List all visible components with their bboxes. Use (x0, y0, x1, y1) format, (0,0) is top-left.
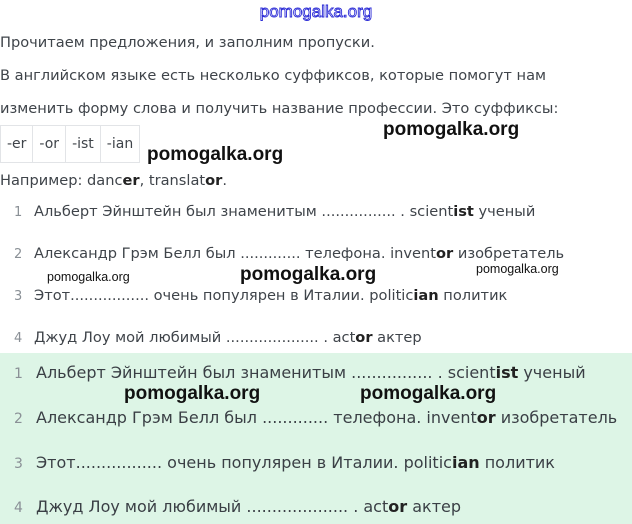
item-translation: изобретатель (453, 245, 565, 262)
list-item (14, 203, 535, 220)
answer-item (14, 408, 617, 427)
item-suffix: or (436, 245, 454, 262)
example-line (0, 172, 227, 189)
item-text: Джуд Лоу мой любимый .................... . act (34, 329, 356, 346)
item-text: Альберт Эйнштейн был знаменитым ................ . scient (36, 363, 496, 382)
item-translation: ученый (473, 203, 536, 220)
item-text: Александр Грэм Белл был ............. телефона. invent (36, 408, 477, 427)
watermark-text: pomogalka.org (360, 383, 497, 404)
example-mid: , translat (139, 172, 206, 189)
item-text: Этот................. очень популярен в Италии. politic (34, 287, 414, 304)
item-translation: изобретатель (495, 408, 618, 427)
answer-item (14, 453, 555, 472)
site-watermark: pomogalka.org (259, 2, 373, 21)
item-number: 1 (14, 205, 23, 220)
watermark-text: pomogalka.org (476, 262, 559, 276)
item-number: 1 (14, 366, 23, 382)
watermark-text: pomogalka.org (240, 264, 377, 285)
item-translation: политик (438, 287, 508, 304)
item-text: Альберт Эйнштейн был знаменитым ................ . scient (34, 203, 454, 220)
list-item (14, 245, 564, 262)
item-suffix: ian (413, 287, 439, 304)
item-text: Джуд Лоу мой любимый .................... . act (36, 497, 389, 516)
list-item (14, 329, 422, 346)
item-number: 4 (14, 331, 23, 346)
item-text: Александр Грэм Белл был ............. телефона. invent (34, 245, 436, 262)
suffix-table (0, 125, 140, 163)
answer-item (14, 363, 586, 382)
example-prefix: Например: danc (0, 172, 123, 189)
item-text: Этот................. очень популярен в Италии. politic (36, 453, 452, 472)
watermark-text: pomogalka.org (383, 119, 520, 140)
intro-line-3: изменить форму слова и получить название профессии. Это суффиксы: (0, 100, 559, 117)
item-number: 2 (14, 247, 23, 262)
suffix-cell: -ian (106, 136, 134, 152)
item-number: 4 (14, 500, 23, 516)
item-suffix: ist (453, 203, 474, 220)
example-end: . (222, 172, 227, 189)
item-number: 3 (14, 289, 23, 304)
intro-line-2: В английском языке есть несколько суффиксов, которые помогут нам (0, 67, 547, 84)
watermark-text: pomogalka.org (147, 144, 284, 165)
item-number: 2 (14, 411, 23, 427)
suffix-cell: -or (33, 126, 66, 162)
item-translation: актер (407, 497, 462, 516)
item-suffix: ist (495, 363, 519, 382)
suffix-cell: -ist (66, 126, 101, 162)
intro-line-1: Прочитаем предложения, и заполним пропуски. (0, 34, 375, 51)
answer-item (14, 497, 461, 516)
item-translation: актер (372, 329, 422, 346)
list-item (14, 287, 507, 304)
item-suffix: ian (451, 453, 480, 472)
item-suffix: or (388, 497, 408, 516)
watermark-text: pomogalka.org (47, 270, 130, 284)
item-suffix: or (476, 408, 496, 427)
suffix-cell: -er (1, 126, 33, 162)
example-suffix-2: or (205, 172, 223, 189)
item-suffix: or (355, 329, 373, 346)
watermark-text: pomogalka.org (124, 383, 261, 404)
item-translation: политик (479, 453, 555, 472)
item-translation: ученый (518, 363, 586, 382)
example-suffix-1: er (122, 172, 140, 189)
item-number: 3 (14, 456, 23, 472)
